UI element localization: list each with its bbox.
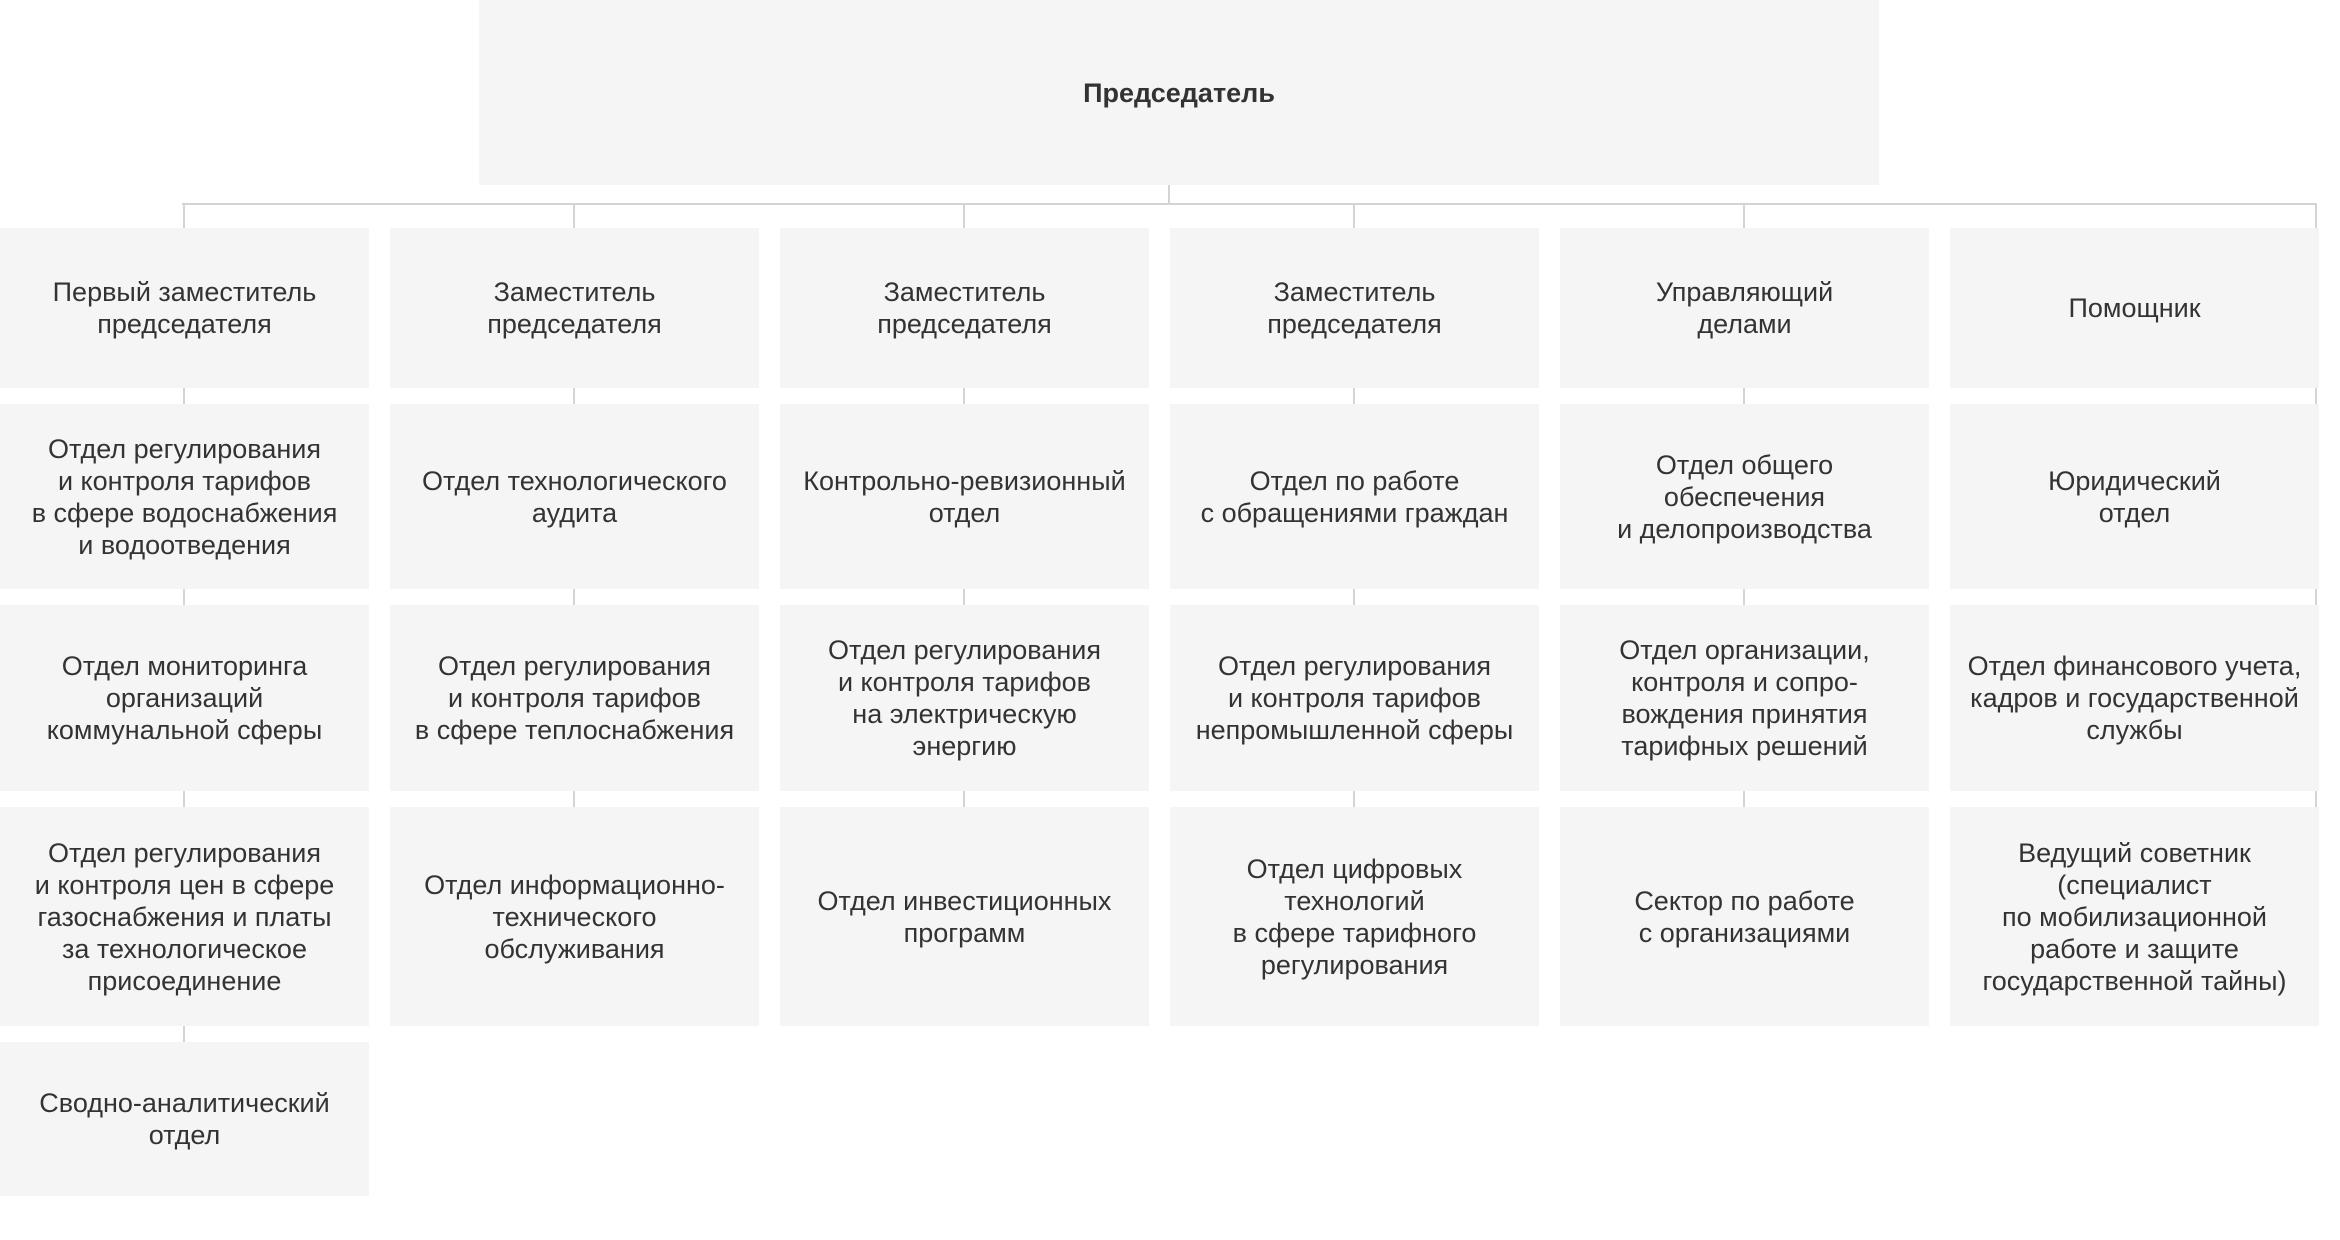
top-bus-line [182, 203, 2317, 205]
col4-connector [1353, 203, 1355, 228]
col5-unit-2: Отдел организации, контроля и сопро- вождения принятия тарифных решений [1560, 605, 1929, 791]
col1-link-4 [183, 1026, 185, 1042]
col2-link-3 [573, 791, 575, 807]
col4-unit-1: Отдел по работе с обращениями граждан [1170, 404, 1539, 589]
col6-head: Помощник [1950, 228, 2319, 388]
col5-link-3 [1743, 791, 1745, 807]
col5-connector [1743, 203, 1745, 228]
root-connector [1168, 183, 1170, 204]
col1-unit-4: Сводно-аналитический отдел [0, 1042, 369, 1196]
col5-head: Управляющий делами [1560, 228, 1929, 388]
col3-link-3 [963, 791, 965, 807]
col3-connector [963, 203, 965, 228]
col6-unit-1: Юридический отдел [1950, 404, 2319, 589]
col6-unit-2: Отдел финансового учета, кадров и государственной службы [1950, 605, 2319, 791]
col4-link-2 [1353, 589, 1355, 605]
col3-unit-3: Отдел инвестиционных программ [780, 807, 1149, 1026]
col5-link-2 [1743, 589, 1745, 605]
col4-unit-2: Отдел регулирования и контроля тарифов непромышленной сферы [1170, 605, 1539, 791]
chairman-box: Председатель [479, 0, 1879, 185]
col2-connector [573, 203, 575, 228]
col5-unit-3: Сектор по работе с организациями [1560, 807, 1929, 1026]
col5-link-1 [1743, 388, 1745, 404]
col1-unit-3: Отдел регулирования и контроля цен в сфере газоснабжения и платы за технологическое присоединение [0, 807, 369, 1026]
col4-link-3 [1353, 791, 1355, 807]
col5-unit-1: Отдел общего обеспечения и делопроизводства [1560, 404, 1929, 589]
col3-unit-1: Контрольно-ревизионный отдел [780, 404, 1149, 589]
col1-link-3 [183, 791, 185, 807]
col1-unit-2: Отдел мониторинга организаций коммунальной сферы [0, 605, 369, 791]
col4-unit-3: Отдел цифровых технологий в сфере тарифного регулирования [1170, 807, 1539, 1026]
col4-head: Заместитель председателя [1170, 228, 1539, 388]
col2-unit-2: Отдел регулирования и контроля тарифов в сфере теплоснабжения [390, 605, 759, 791]
col2-unit-1: Отдел технологического аудита [390, 404, 759, 589]
col1-unit-1: Отдел регулирования и контроля тарифов в сфере водоснабжения и водоотведения [0, 404, 369, 589]
col6-unit-3: Ведущий советник (специалист по мобилизационной работе и защите государственной тайны) [1950, 807, 2319, 1026]
col4-link-1 [1353, 388, 1355, 404]
col3-link-1 [963, 388, 965, 404]
col3-unit-2: Отдел регулирования и контроля тарифов на электрическую энергию [780, 605, 1149, 791]
col2-unit-3: Отдел информационно- технического обслуживания [390, 807, 759, 1026]
col3-link-2 [963, 589, 965, 605]
col3-head: Заместитель председателя [780, 228, 1149, 388]
col2-link-2 [573, 589, 575, 605]
col2-head: Заместитель председателя [390, 228, 759, 388]
col1-connector [183, 203, 185, 228]
col2-link-1 [573, 388, 575, 404]
col1-link-2 [183, 589, 185, 605]
col1-head: Первый заместитель председателя [0, 228, 369, 388]
col1-link-1 [183, 388, 185, 404]
